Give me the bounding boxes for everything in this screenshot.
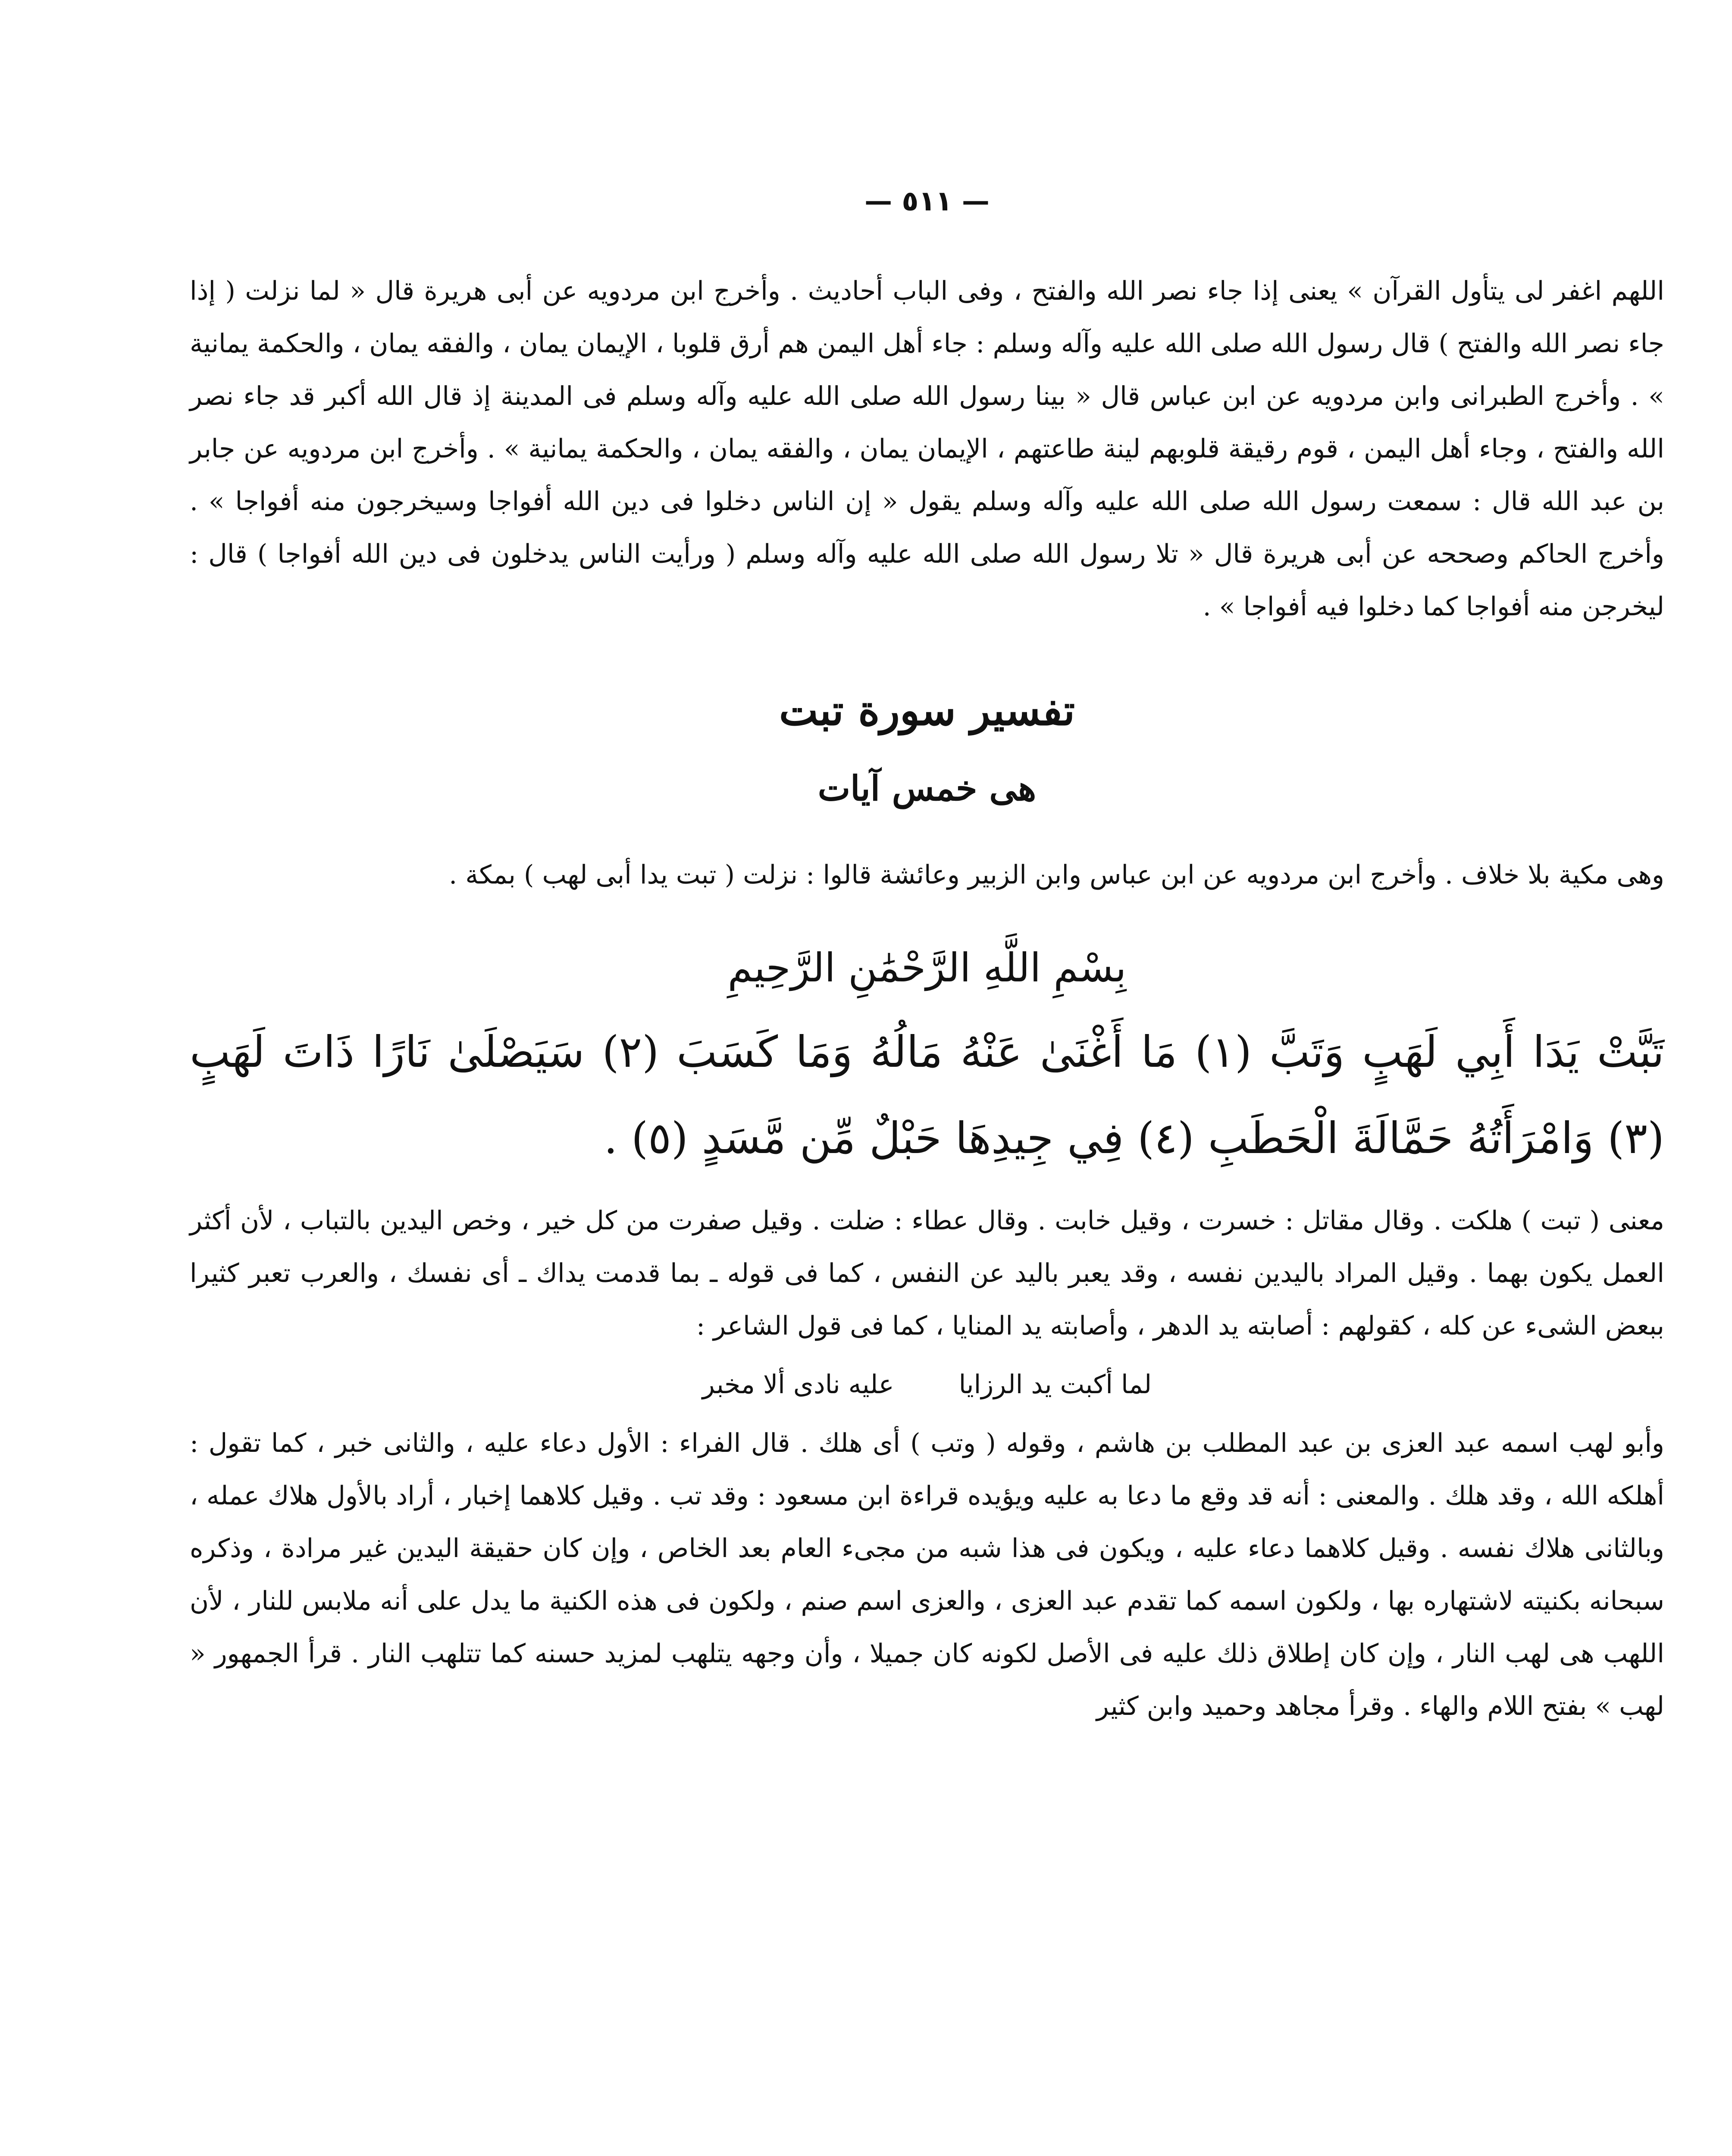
quran-verses: تَبَّتْ يَدَا أَبِي لَهَبٍ وَتَبَّ (١) مَا أَغْنَىٰ عَنْهُ مَالُهُ وَمَا كَسَبَ (٢) سَيَصْلَىٰ نَارًا ذَاتَ لَهَبٍ (٣) وَامْرَأَتُهُ حَمَّالَةَ الْحَطَبِ (٤) فِي جِيدِهَا حَبْلٌ مِّن مَّسَدٍ (٥) . [190,1027,1664,1163]
paragraph-hadith-reports: اللهم اغفر لى يتأول القرآن » يعنى إذا جاء نصر الله والفتح ، وفى الباب أحاديث . وأخرج ابن مردويه عن أبى هريرة قال « لما نزلت ( إذا جاء نصر الله والفتح ) قال رسول الله صلى الله عليه وآله وسلم : جاء أهل اليمن هم أرق قلوبا ، الإيمان يمان ، والفقه يمان ، والحكمة يمانية » . وأخرج الطبرانى وابن مردويه عن ابن عباس قال « بينا رسول الله صلى الله عليه وآله وسلم فى المدينة إذ قال الله أكبر قد جاء نصر الله والفتح ، وجاء أهل اليمن ، قوم رقيقة قلوبهم لينة طاعتهم ، الإيمان يمان ، والفقه يمان ، والحكمة يمانية » . وأخرج ابن مردويه عن جابر بن عبد الله قال : سمعت رسول الله صلى الله عليه وآله وسلم يقول « إن الناس دخلوا فى دين الله أفواجا وسيخرجون منه أفواجا » . وأخرج الحاكم وصححه عن أبى هريرة قال « تلا رسول الله صلى الله عليه وآله وسلم ( ورأيت الناس يدخلون فى دين الله أفواجا ) قال : ليخرجن منه أفواجا كما دخلوا فيه أفواجا » . [190,276,1665,622]
paragraph-commentary: معنى ( تبت ) هلكت . وقال مقاتل : خسرت ، وقيل خابت . وقال عطاء : ضلت . وقيل صفرت من كل خير ، وخص اليدين بالتباب ، لأن أكثر العمل يكون بهما . وقيل المراد باليدين نفسه ، وقد يعبر باليد عن النفس ، كما فى قوله ـ بما قدمت يداك ـ أى نفسك ، والعرب تعبر كثيرا ببعض الشىء عن كله ، كقولهم : أصابته يد الدهر ، وأصابته يد المنايا ، كما فى قول الشاعر : [190,1206,1664,1341]
poem-line [190,1357,1664,1413]
basmala: بِسْمِ اللَّهِ الرَّحْمَٰنِ الرَّحِيمِ [727,945,1127,991]
poem-second-hemistich: عليه نادى ألا مخبر [702,1369,894,1400]
surah-intro: وهى مكية بلا خلاف . وأخرج ابن مردويه عن ابن عباس وابن الزبير وعائشة قالوا : نزلت ( تبت يدا أبى لهب ) بمكة . [449,860,1664,890]
surah-subtitle: هى خمس آيات [817,768,1037,808]
page-number: — ٥١١ — [864,185,990,217]
paragraph-commentary-continued: وأبو لهب اسمه عبد العزى بن عبد المطلب بن هاشم ، وقوله ( وتب ) أى هلك . قال الفراء : الأول دعاء عليه ، والثانى خبر ، كما تقول : أهلكه الله ، وقد هلك . والمعنى : أنه قد وقع ما دعا به عليه ويؤيده قراءة ابن مسعود : وقد تب . وقيل كلاهما إخبار ، أراد بالأول هلاك عمله ، وبالثانى هلاك نفسه . وقيل كلاهما دعاء عليه ، ويكون فى هذا شبه من مجىء العام بعد الخاص ، وإن كان حقيقة اليدين غير مرادة ، وذكره سبحانه بكنيته لاشتهاره بها ، ولكون اسمه كما تقدم عبد العزى ، والعزى اسم صنم ، ولكون فى هذه الكنية ما يدل على أنه ملابس للنار ، لأن اللهب هى لهب النار ، وإن كان إطلاق ذلك عليه فى الأصل لكونه كان جميلا ، وأن وجهه يتلهب لمزيد حسنه كما تتلهب النار . قرأ الجمهور « لهب » بفتح اللام والهاء . وقرأ مجاهد وحميد وابن كثير [190,1428,1664,1721]
poem-first-hemistich: لما أكبت يد الرزايا [958,1369,1152,1400]
book-page [190,164,1664,2156]
surah-title: تفسير سورة تبت [779,686,1075,735]
